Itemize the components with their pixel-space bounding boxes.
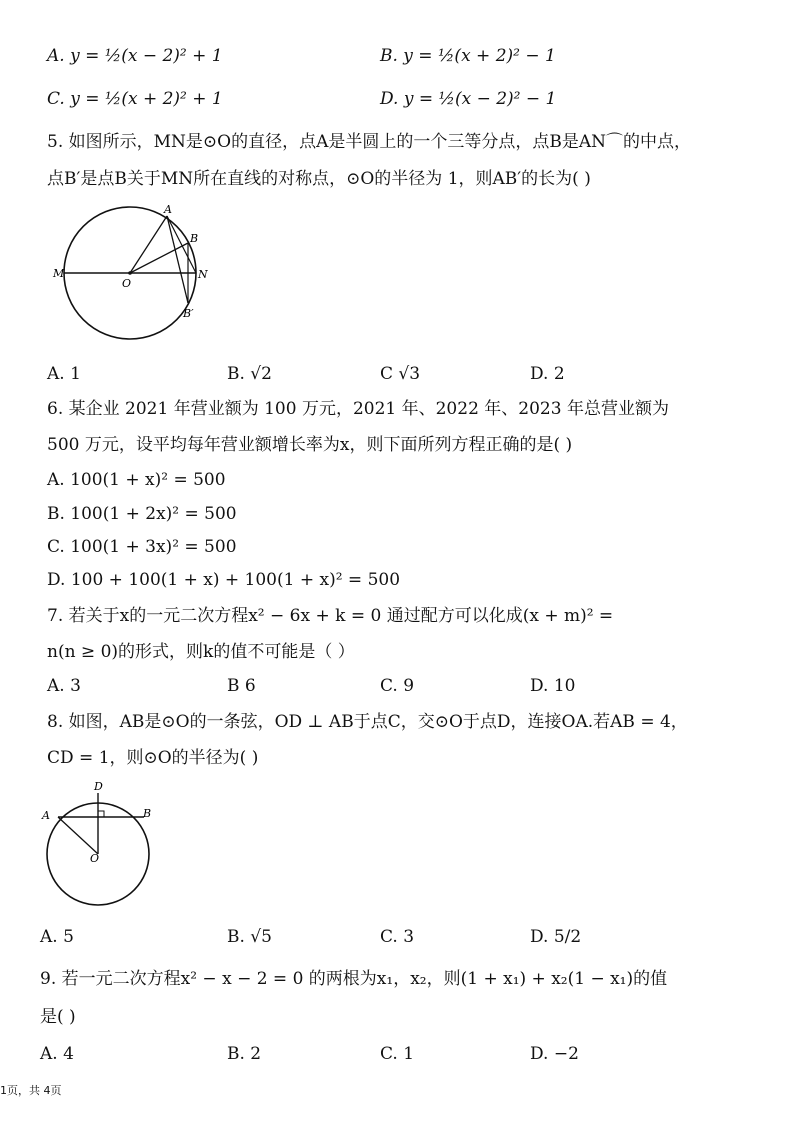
- q8-label-b: B: [143, 807, 152, 820]
- q7-option-a: A. 3: [47, 676, 81, 696]
- q4-option-c: C. y = ½(x + 2)² + 1: [47, 89, 223, 109]
- q5-stem-line2: 点B′是点B关于MN所在直线的对称点，⊙O的半径为 1，则AB′的长为( ): [47, 169, 591, 189]
- q5-option-c: C √3: [380, 364, 421, 384]
- q4-option-b: B. y = ½(x + 2)² − 1: [380, 46, 556, 66]
- q4-option-a: A. y = ½(x − 2)² + 1: [47, 46, 223, 66]
- q5-label-b: B: [190, 232, 199, 245]
- q9-stem-line2: 是( ): [40, 1007, 76, 1027]
- q8-option-a: A. 5: [40, 927, 74, 947]
- q5-stem-line1: 5. 如图所示，MN是⊙O的直径，点A是半圆上的一个三等分点，点B是AN⌒的中点，: [47, 132, 692, 152]
- q7-option-d: D. 10: [530, 676, 576, 696]
- q8-label-d: D: [94, 780, 103, 793]
- q8-stem-line2: CD = 1，则⊙O的半径为( ): [47, 748, 259, 768]
- q6-option-d: D. 100 + 100(1 + x) + 100(1 + x)² = 500: [47, 570, 401, 590]
- q5-option-d: D. 2: [530, 364, 565, 384]
- q6-option-a: A. 100(1 + x)² = 500: [47, 470, 226, 490]
- q9-option-a: A. 4: [40, 1044, 74, 1064]
- q8-label-a: A: [42, 809, 50, 822]
- q7-option-c: C. 9: [380, 676, 415, 696]
- q5-label-n: N: [198, 268, 208, 281]
- q8-label-o: O: [90, 852, 100, 865]
- q9-option-c: C. 1: [380, 1044, 415, 1064]
- q8-option-c: C. 3: [380, 927, 415, 947]
- q5-label-o: O: [122, 277, 132, 290]
- q6-option-c: C. 100(1 + 3x)² = 500: [47, 537, 237, 557]
- q9-stem-line1: 9. 若一元二次方程x² − x − 2 = 0 的两根为x₁，x₂，则(1 + x₁) + x₂(1 − x₁)的值: [40, 969, 668, 989]
- q7-stem-line1: 7. 若关于x的一元二次方程x² − 6x + k = 0 通过配方可以化成(x + m)² =: [47, 606, 614, 626]
- q5-label-b-prime: B′: [183, 307, 194, 320]
- q8-circle-figure: [36, 776, 166, 906]
- q5-circle-figure: [50, 200, 220, 350]
- q9-option-b: B. 2: [227, 1044, 262, 1064]
- q6-option-b: B. 100(1 + 2x)² = 500: [47, 504, 237, 524]
- q8-option-b: B. √5: [227, 927, 272, 947]
- q6-stem-line1: 6. 某企业 2021 年营业额为 100 万元，2021 年、2022 年、2023 年总营业额为: [47, 399, 669, 419]
- q5-label-m: M: [53, 267, 65, 280]
- q8-stem-line1: 8. 如图，AB是⊙O的一条弦，OD ⊥ AB于点C，交⊙O于点D，连接OA.若AB = 4，: [47, 712, 688, 732]
- q4-option-d: D. y = ½(x − 2)² − 1: [380, 89, 557, 109]
- q8-option-d: D. 5/2: [530, 927, 582, 947]
- q7-stem-line2: n(n ≥ 0)的形式，则k的值不可能是（ ）: [47, 642, 355, 662]
- q5-option-b: B. √2: [227, 364, 272, 384]
- q5-label-a: A: [164, 203, 172, 216]
- q6-stem-line2: 500 万元，设平均每年营业额增长率为x，则下面所列方程正确的是( ): [47, 435, 573, 455]
- page-footer: 1页，共 4页: [0, 1084, 62, 1097]
- q7-option-b: B 6: [227, 676, 256, 696]
- q9-option-d: D. −2: [530, 1044, 579, 1064]
- q5-option-a: A. 1: [47, 364, 81, 384]
